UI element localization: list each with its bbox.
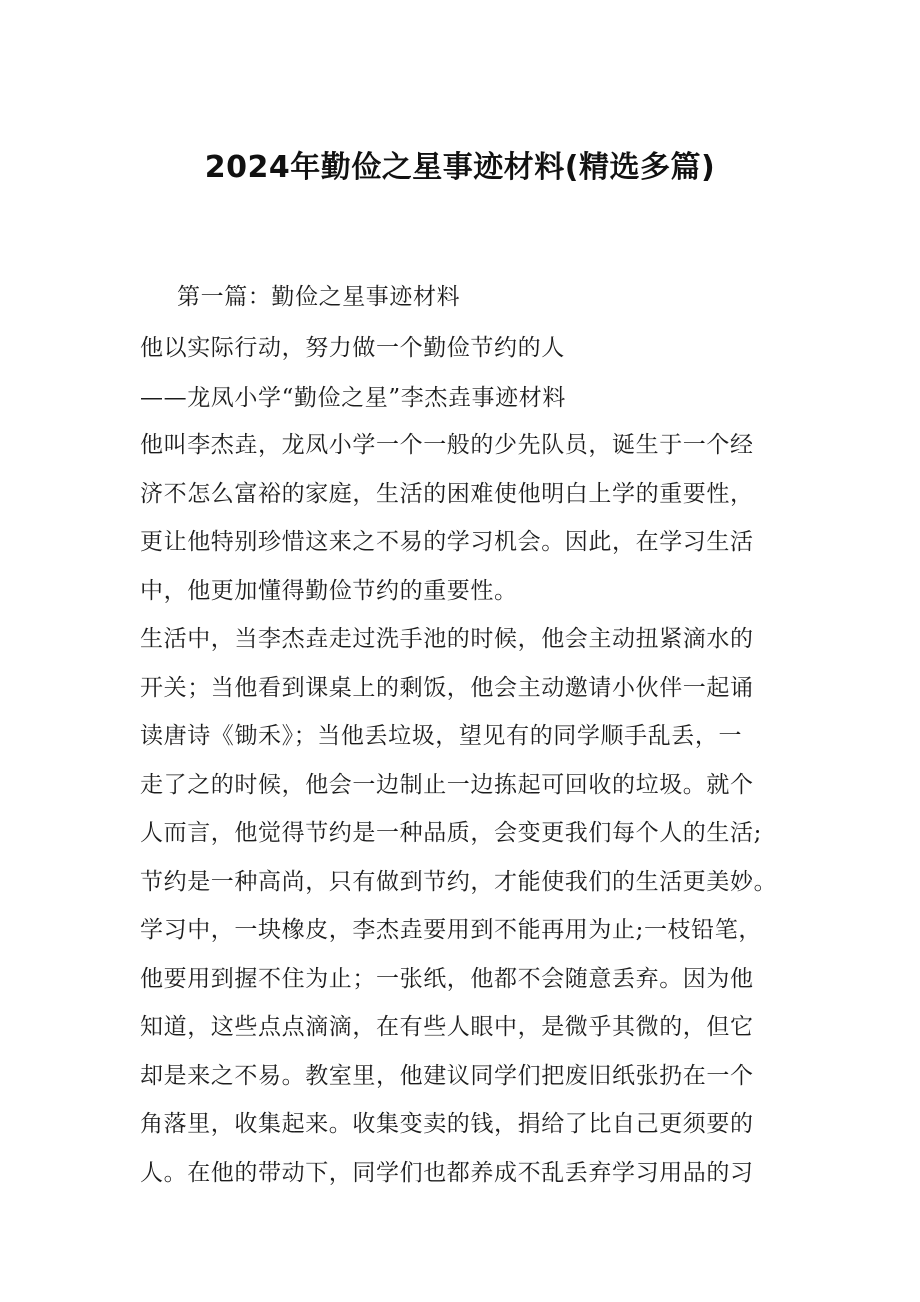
article-subtitle: 他以实际行动，努力做一个勤俭节约的人 <box>140 335 565 361</box>
paragraph-line: 他叫李杰垚，龙凤小学一个一般的少先队员，诞生于一个经 <box>140 432 754 458</box>
paragraph-line: 济不怎么富裕的家庭，生活的困难使他明白上学的重要性， <box>140 480 754 507</box>
article-byline: ——龙凤小学“勤俭之星”李杰垚事迹材料 <box>140 385 566 411</box>
paragraph-line: 人。在他的带动下，同学们也都养成不乱丢弃学习用品的习 <box>140 1159 754 1186</box>
paragraph-line: 人而言，他觉得节约是一种品质，会变更我们每个人的生活; <box>140 820 762 846</box>
paragraph-line: 生活中，当李杰垚走过洗手池的时候，他会主动扭紧滴水的 <box>140 626 754 652</box>
paragraph-line: 他要用到握不住为止；一张纸，他都不会随意丢弃。因为他 <box>140 965 754 992</box>
paragraph-line: 知道，这些点点滴滴，在有些人眼中，是微乎其微的，但它 <box>140 1014 754 1040</box>
paragraph-line: 节约是一种高尚，只有做到节约，才能使我们的生活更美妙。 <box>140 868 778 895</box>
paragraph-line: 开关；当他看到课桌上的剩饭，他会主动邀请小伙伴一起诵 <box>140 674 754 701</box>
section-heading: 第一篇：勤俭之星事迹材料 <box>177 284 461 310</box>
paragraph-line: 学习中，一块橡皮，李杰垚要用到不能再用为止;一枝铅笔， <box>140 917 762 943</box>
document-body <box>140 278 800 1197</box>
paragraph-line: 却是来之不易。教室里，他建议同学们把废旧纸张扔在一个 <box>140 1062 754 1089</box>
paragraph-line: 读唐诗《锄禾》；当他丢垃圾，望见有的同学顺手乱丢，一 <box>140 723 743 749</box>
paragraph-line: 更让他特别珍惜这来之不易的学习机会。因此，在学习生活 <box>140 529 754 555</box>
paragraph-line: 角落里，收集起来。收集变卖的钱，捐给了比自己更须要的 <box>140 1111 754 1137</box>
paragraph-line: 中，他更加懂得勤俭节约的重要性。 <box>140 577 518 604</box>
paragraph-line: 走了之的时候，他会一边制止一边拣起可回收的垃圾。就个 <box>140 771 754 798</box>
document-title: 2024年勤俭之星事迹材料(精选多篇) <box>204 150 716 185</box>
